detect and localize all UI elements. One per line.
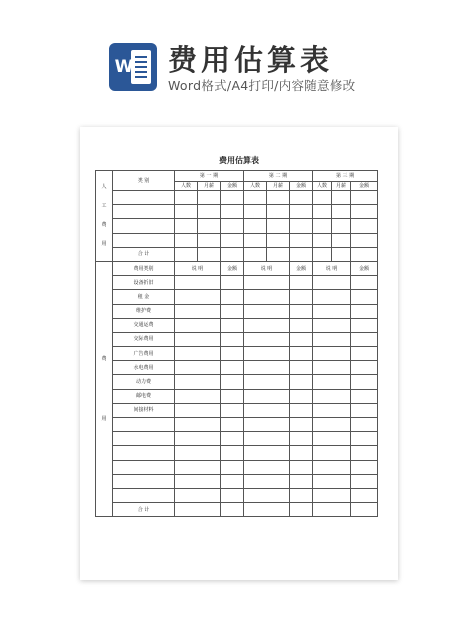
description-cell [175,432,221,446]
description-cell [313,418,351,432]
labor-side-char: 人 [101,183,107,190]
labor-row [96,219,378,233]
table-cell [290,233,313,247]
amount-cell [221,290,244,304]
description-cell [313,460,351,474]
amount-cell [221,332,244,346]
expense-total-label: 合 计 [113,503,175,517]
amount-cell [290,304,313,318]
table-cell [244,247,267,261]
banner-subtitle: Word格式/A4打印/内容随意修改 [168,78,356,93]
table-cell [175,233,198,247]
amount-cell [221,503,244,517]
description-cell [244,503,290,517]
table-cell [113,219,175,233]
expense-item-label [113,418,175,432]
expense-item-row [96,375,378,389]
p1-amount: 金额 [221,181,244,191]
description-cell [313,503,351,517]
table-cell [221,205,244,219]
amount-cell [351,432,378,446]
expense-blank-row [96,432,378,446]
amount-cell [221,318,244,332]
document-sheet [80,127,398,580]
expense-item-label [113,488,175,502]
description-cell [313,347,351,361]
expense-item-row [96,290,378,304]
amount-cell [221,488,244,502]
expense-item-row [96,403,378,417]
description-cell [175,276,221,290]
amount-cell [290,488,313,502]
table-cell [351,247,378,261]
description-cell [175,375,221,389]
expense-section [96,261,378,516]
expense-item-row [96,332,378,346]
description-header: 说 明 [244,261,290,275]
amount-cell [351,460,378,474]
table-cell [290,191,313,205]
expense-category-header: 费用类别 [113,261,175,275]
amount-header: 金额 [221,261,244,275]
expense-item-row [96,318,378,332]
amount-cell [290,375,313,389]
amount-cell [290,418,313,432]
expense-header-row [96,261,378,275]
expense-total-row [96,503,378,517]
table-cell [244,191,267,205]
table-cell [290,219,313,233]
labor-side-char: 费 [101,221,107,228]
description-cell [244,446,290,460]
expense-blank-row [96,460,378,474]
description-cell [313,488,351,502]
expense-item-label [113,460,175,474]
amount-cell [221,389,244,403]
amount-cell [351,290,378,304]
category-header: 类 别 [113,171,175,191]
amount-cell [351,318,378,332]
description-cell [244,375,290,389]
amount-cell [221,474,244,488]
expense-item-label: 设备折旧 [113,276,175,290]
table-cell [267,247,290,261]
description-cell [175,318,221,332]
amount-cell [351,418,378,432]
description-cell [175,304,221,318]
table-cell [351,191,378,205]
p3-headcount: 人数 [313,181,332,191]
labor-cost-section [96,171,378,262]
promo-banner [0,0,474,110]
expense-blank-row [96,446,378,460]
description-cell [244,304,290,318]
amount-cell [290,389,313,403]
document-title: 费用估算表 [219,156,259,165]
description-cell [244,460,290,474]
period-2-header: 第 二 期 [244,171,313,182]
amount-cell [221,304,244,318]
expense-item-label: 水电费用 [113,361,175,375]
amount-cell [221,460,244,474]
table-cell [332,191,351,205]
description-cell [244,347,290,361]
expense-item-label: 邮电费 [113,389,175,403]
description-cell [175,460,221,474]
table-cell [313,205,332,219]
table-cell [244,219,267,233]
description-cell [313,403,351,417]
table-cell [175,247,198,261]
expense-item-row [96,347,378,361]
expense-item-label: 广告费用 [113,347,175,361]
expense-item-label [113,432,175,446]
table-cell [198,233,221,247]
amount-header: 金额 [290,261,313,275]
amount-cell [290,332,313,346]
expense-item-label: 交通运费 [113,318,175,332]
expense-side-char: 用 [101,416,107,423]
description-cell [244,418,290,432]
labor-side-label [96,171,113,262]
expense-item-label [113,446,175,460]
description-cell [313,290,351,304]
word-icon-letter: W [114,57,134,77]
amount-cell [290,347,313,361]
description-cell [244,403,290,417]
table-cell [267,233,290,247]
description-cell [313,389,351,403]
estimate-table [95,170,378,517]
amount-cell [221,375,244,389]
table-cell [198,191,221,205]
labor-row [96,233,378,247]
description-cell [244,432,290,446]
table-cell [313,219,332,233]
table-cell [113,191,175,205]
p3-salary: 月薪 [332,181,351,191]
amount-cell [221,446,244,460]
table-cell [332,247,351,261]
description-cell [313,332,351,346]
expense-side-char: 费 [101,356,107,363]
p1-headcount: 人数 [175,181,198,191]
table-cell [332,219,351,233]
amount-cell [351,347,378,361]
table-cell [221,191,244,205]
description-cell [244,389,290,403]
table-cell [244,233,267,247]
table-cell [198,205,221,219]
table-cell [221,247,244,261]
period-1-header: 第 一 期 [175,171,244,182]
expense-item-label: 租 金 [113,290,175,304]
description-cell [313,446,351,460]
banner-title: 费用估算表 [168,43,334,77]
p1-salary: 月薪 [198,181,221,191]
amount-cell [351,403,378,417]
table-cell [313,233,332,247]
table-cell [221,219,244,233]
table-cell [175,191,198,205]
table-cell [332,233,351,247]
description-cell [175,503,221,517]
table-cell [198,247,221,261]
description-cell [175,361,221,375]
period-header-row [96,171,378,182]
amount-cell [351,446,378,460]
bottom-margin [0,580,474,628]
amount-cell [290,318,313,332]
table-cell [113,205,175,219]
amount-cell [351,474,378,488]
amount-header: 金额 [351,261,378,275]
word-document-icon [109,43,157,91]
description-header: 说 明 [175,261,221,275]
description-cell [175,347,221,361]
table-cell [313,191,332,205]
table-cell [351,205,378,219]
expense-item-label: 交际费用 [113,332,175,346]
table-cell [198,219,221,233]
description-cell [175,446,221,460]
description-cell [175,290,221,304]
amount-cell [351,332,378,346]
expense-item-label [113,474,175,488]
p2-salary: 月薪 [267,181,290,191]
amount-cell [351,276,378,290]
amount-cell [351,304,378,318]
amount-cell [290,276,313,290]
description-cell [313,304,351,318]
description-cell [244,290,290,304]
amount-cell [221,347,244,361]
amount-cell [221,276,244,290]
period-3-header: 第 三 期 [313,171,378,182]
p2-amount: 金额 [290,181,313,191]
table-cell [175,205,198,219]
amount-cell [290,474,313,488]
table-cell [290,247,313,261]
labor-row [96,191,378,205]
table-cell [267,205,290,219]
description-header: 说 明 [313,261,351,275]
description-cell [313,361,351,375]
expense-item-row [96,389,378,403]
labor-total-label: 合 计 [113,247,175,261]
expense-item-label: 动力费 [113,375,175,389]
amount-cell [221,361,244,375]
expense-item-label: 维护费 [113,304,175,318]
expense-side-label [96,261,113,516]
p2-headcount: 人数 [244,181,267,191]
description-cell [244,474,290,488]
table-cell [313,247,332,261]
table-cell [267,191,290,205]
table-cell [351,233,378,247]
amount-cell [221,432,244,446]
expense-item-row [96,361,378,375]
description-cell [175,403,221,417]
table-cell [175,219,198,233]
amount-cell [351,389,378,403]
expense-item-label: 间接材料 [113,403,175,417]
amount-cell [351,361,378,375]
amount-cell [290,446,313,460]
amount-cell [290,432,313,446]
description-cell [244,332,290,346]
expense-blank-row [96,488,378,502]
expense-item-row [96,304,378,318]
labor-side-char: 工 [101,202,107,209]
table-cell [290,205,313,219]
expense-blank-row [96,418,378,432]
labor-row [96,205,378,219]
amount-cell [290,290,313,304]
amount-cell [290,403,313,417]
amount-cell [221,403,244,417]
description-cell [244,276,290,290]
description-cell [313,276,351,290]
description-cell [175,332,221,346]
description-cell [244,318,290,332]
labor-side-char: 用 [101,240,107,247]
table-cell [351,219,378,233]
description-cell [175,488,221,502]
amount-cell [351,488,378,502]
description-cell [313,318,351,332]
table-cell [221,233,244,247]
amount-cell [290,361,313,375]
p3-amount: 金额 [351,181,378,191]
table-cell [244,205,267,219]
amount-cell [351,375,378,389]
expense-item-row [96,276,378,290]
amount-cell [221,418,244,432]
expense-blank-row [96,474,378,488]
description-cell [175,474,221,488]
labor-total-row [96,247,378,261]
amount-cell [351,503,378,517]
amount-cell [290,460,313,474]
table-cell [113,233,175,247]
description-cell [313,474,351,488]
description-cell [313,375,351,389]
description-cell [313,432,351,446]
description-cell [244,361,290,375]
description-cell [244,488,290,502]
description-cell [175,418,221,432]
description-cell [175,389,221,403]
table-cell [332,205,351,219]
table-cell [267,219,290,233]
amount-cell [290,503,313,517]
